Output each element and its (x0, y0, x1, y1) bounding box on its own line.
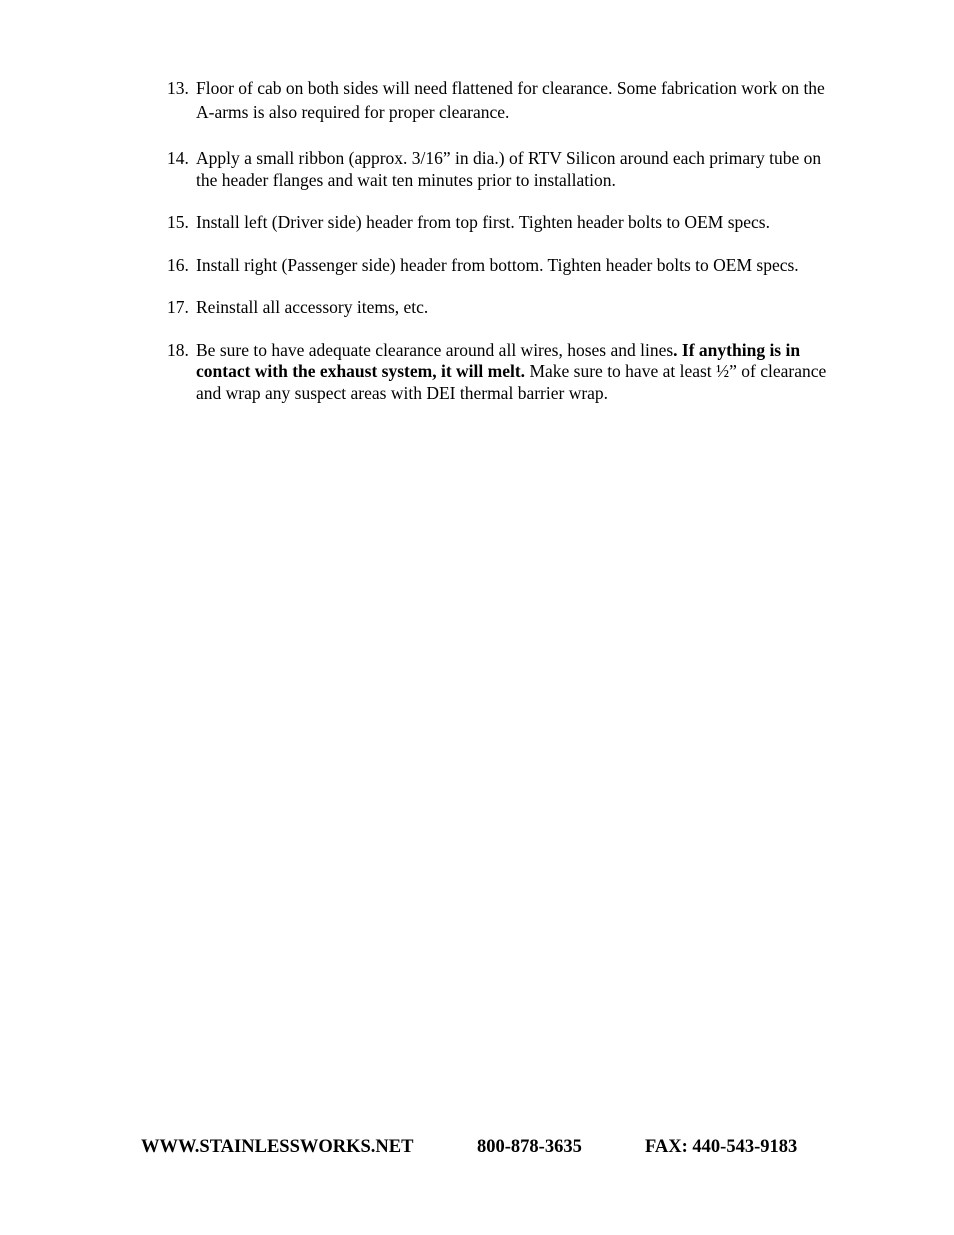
step-number: 14. (167, 148, 189, 168)
footer-website: WWW.STAINLESSWORKS.NET (141, 1137, 414, 1157)
step-number: 18. (167, 339, 189, 360)
footer-fax: FAX: 440-543-9183 (645, 1137, 798, 1157)
instruction-list (167, 76, 827, 425)
step-text: Reinstall all accessory items, etc. (196, 297, 429, 317)
step-text: Install left (Driver side) header from top first. Tighten header bolts to OEM specs. (196, 212, 770, 232)
step-text: Install right (Passenger side) header from bottom. Tighten header bolts to OEM specs. (196, 254, 799, 275)
step-text: Floor of cab on both sides will need flattened for clearance. Some fabrication work on the A-arms is also required for proper clearance. (196, 78, 825, 122)
warning-text: . If anything is in contact with the exhaust system, it will melt. (196, 339, 801, 381)
step-number: 13. (167, 78, 189, 98)
step-18 (167, 340, 827, 405)
step-number: 15. (167, 212, 189, 232)
step-number: 17. (167, 297, 189, 317)
step-13 (167, 76, 827, 124)
step-15 (167, 212, 827, 234)
step-text (196, 340, 826, 403)
step-number: 16. (167, 254, 189, 275)
step-text: Apply a small ribbon (approx. 3/16” in dia.) of RTV Silicon around each primary tube on the header flanges and wait ten minutes prior to installation. (196, 148, 822, 190)
footer-phone: 800-878-3635 (477, 1137, 582, 1157)
step-16 (167, 255, 827, 277)
step-17 (167, 297, 827, 319)
step-text-part: Make sure to have at least ½” of clearance and wrap any suspect areas with DEI thermal barrier wrap. (196, 361, 827, 403)
step-text-part: Be sure to have adequate clearance around all wires, hoses and lines (196, 339, 674, 360)
step-14 (167, 148, 827, 191)
